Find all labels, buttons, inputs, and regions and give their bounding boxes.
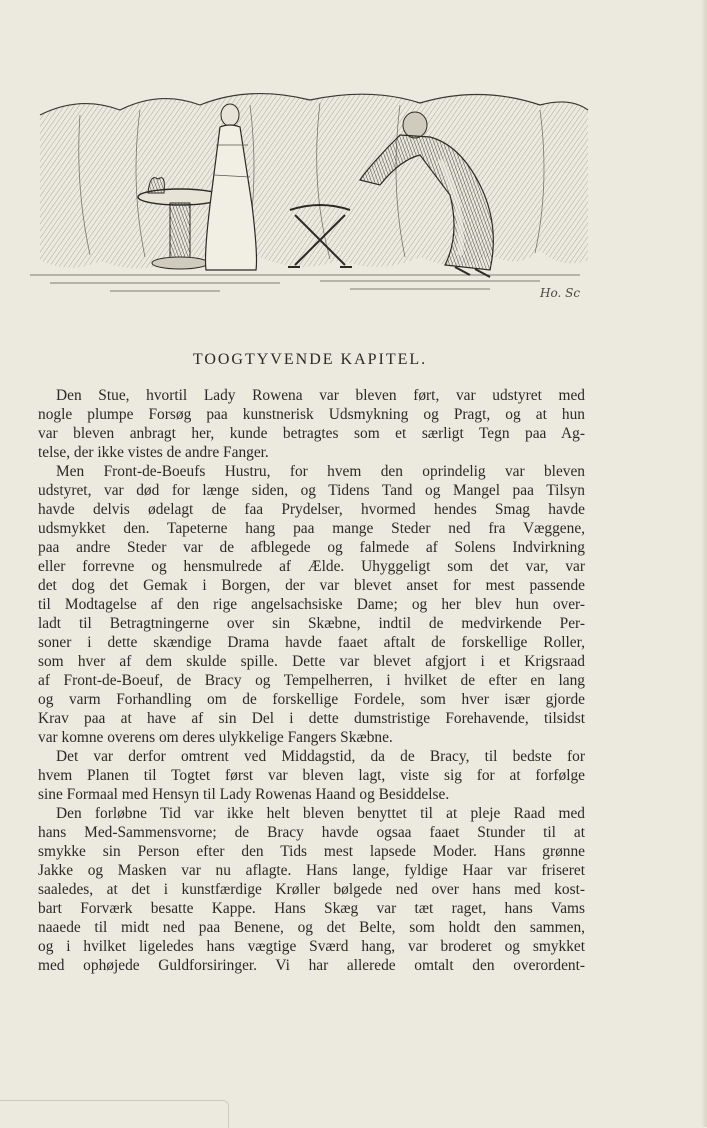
text-line: naaede til midt ned paa Benene, og det Belte, som holdt den sammen,: [38, 919, 585, 936]
text-line: var bleven anbragt her, kunde betragtes som et særligt Tegn paa Ag-: [38, 425, 585, 442]
text-line: til Modtagelse af den rige angelsachsiske Dame; og her blev hun over-: [38, 596, 585, 613]
illustration-signature: Ho. Sc: [540, 286, 581, 300]
text-line: hvem Planen til Togtet først var bleven lagt, viste sig for at forfølge: [38, 767, 585, 784]
text-line: Den Stue, hvortil Lady Rowena var bleven ført, var udstyret med: [56, 387, 585, 404]
bottom-tab: [0, 1100, 229, 1128]
text-line: Men Front-de-Boeufs Hustru, for hvem den oprindelig var bleven: [56, 463, 585, 480]
text-line: telse, der ikke vistes de andre Fanger.: [38, 444, 269, 461]
text-line: udsmykket den. Tapeterne hang paa mange Steder ned fra Væggene,: [38, 520, 585, 537]
text-line: og varm Forhandling om de forskellige Fordele, som hver især gjorde: [38, 691, 585, 708]
text-line: bart Forværk besatte Kappe. Hans Skæg var tæt raget, hans Vams: [38, 900, 585, 917]
curtain-drapery: [40, 94, 588, 269]
page-edge: [701, 0, 707, 1127]
text-line: havde delvis ødelagt de faa Prydelser, hvormed hendes Smag havde: [38, 501, 585, 518]
text-line: smykke sin Person efter den Tids mest lapsede Moder. Hans grønne: [38, 843, 585, 860]
body-text: [38, 386, 585, 975]
text-line: eller forrevne og hensmulrede af Ælde. Uhyggeligt som det var, var: [38, 558, 585, 575]
text-line: paa andre Steder var de afblegede og falmede af Solens Indvirkning: [38, 539, 585, 556]
text-line: som hver af dem skulde spille. Dette var blevet afgjort i et Krigsraad: [38, 653, 585, 670]
text-line: det dog det Gemak i Borgen, der var blevet anset for mest passende: [38, 577, 585, 594]
text-line: Den forløbne Tid var ikke helt bleven benyttet til at pleje Raad med: [56, 805, 585, 822]
text-line: soner i dette skændige Drama havde faaet aftalt de forskellige Roller,: [38, 634, 585, 651]
chapter-illustration: [20, 85, 590, 310]
text-line: og i hvilket ligeledes hans vægtige Sværd hang, var broderet og smykket: [38, 938, 585, 955]
text-line: med ophøjede Guldforsiringer. Vi har allerede omtalt den overordent-: [38, 957, 585, 974]
text-line: af Front-de-Boeuf, de Bracy og Tempelherren, i hvilket de efter en lang: [38, 672, 585, 689]
text-line: udstyret, var død for længe siden, og Tidens Tand og Mangel paa Tilsyn: [38, 482, 585, 499]
text-line: saaledes, at det i kunstfærdige Krøller bølgede ned over hans med kost-: [38, 881, 585, 898]
text-line: hans Med-Sammensvorne; de Bracy havde ogsaa faaet Stunder til at: [38, 824, 585, 841]
text-line: nogle plumpe Forsøg paa kunstnerisk Udsmykning og Pragt, og at hun: [38, 406, 585, 423]
text-line: Det var derfor omtrent ved Middagstid, da de Bracy, til bedste for: [56, 748, 585, 765]
text-line: ladt til Betragtningerne over sin Skæbne, indtil de medvirkende Per-: [38, 615, 585, 632]
text-line: var komne overens om deres ulykkelige Fangers Skæbne.: [38, 729, 393, 746]
text-line: sine Formaal med Hensyn til Lady Rowenas Haand og Besiddelse.: [38, 786, 450, 803]
chapter-title: TOOGTYVENDE KAPITEL.: [192, 351, 428, 368]
text-line: Jakke og Masken var nu aflagte. Hans lange, fyldige Haar var friseret: [38, 862, 585, 879]
text-line: Krav paa at have af sin Del i dette dumstristige Forehavende, tilsidst: [38, 710, 585, 727]
